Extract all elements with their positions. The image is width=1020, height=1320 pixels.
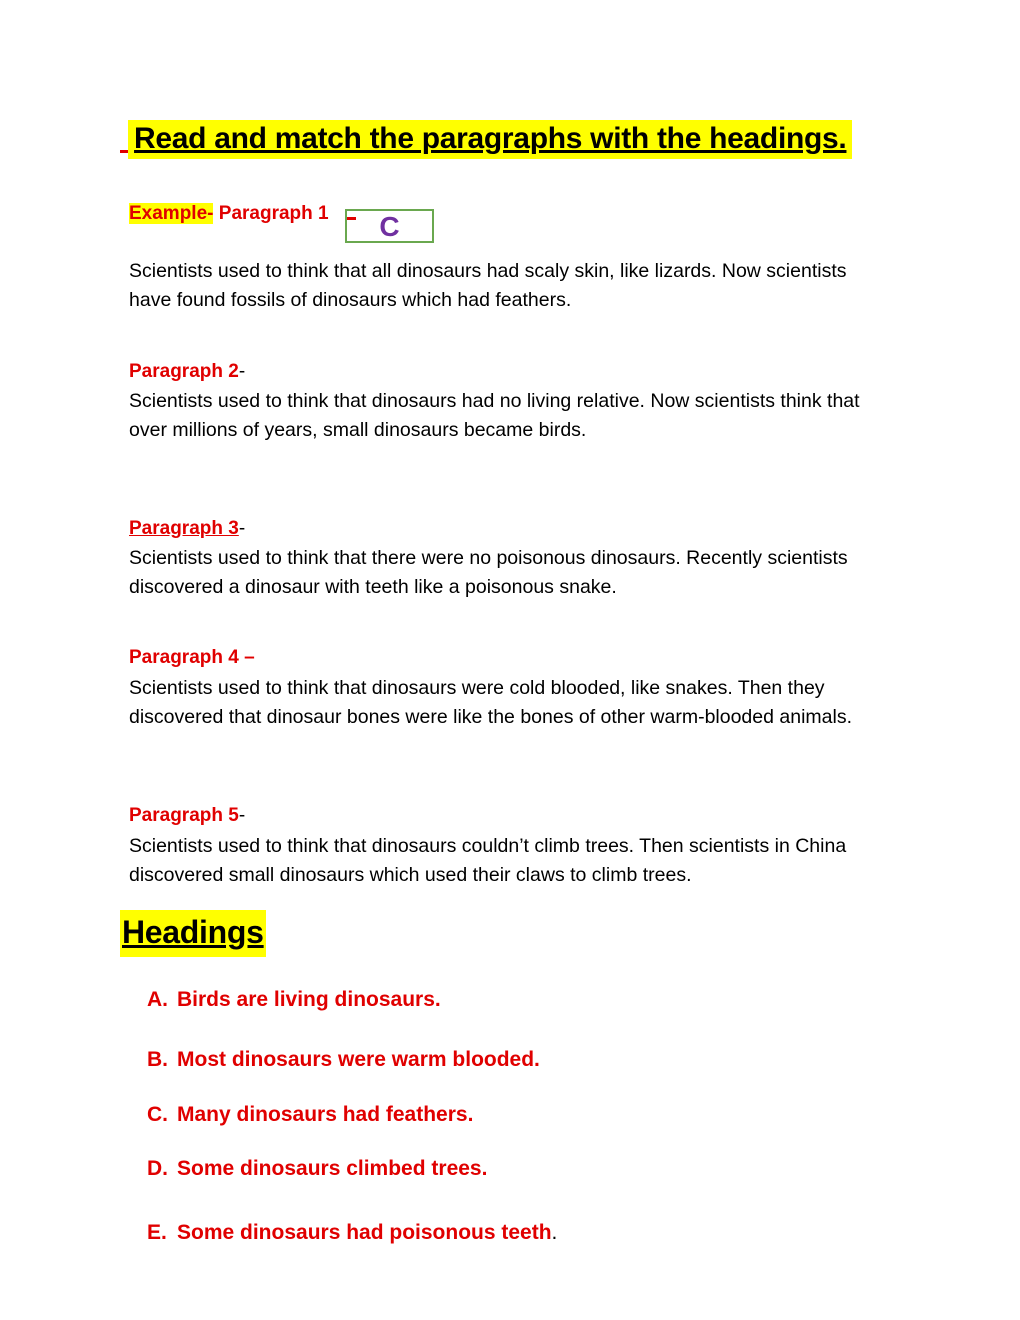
headings-title: Headings <box>120 910 266 957</box>
heading-item-c: C. Many dinosaurs had feathers. <box>147 1103 474 1126</box>
paragraph-3-text: Scientists used to think that there were no poisonous dinosaurs. Recently scientists discovered a dinosaur with teeth like a poisonous snake. <box>129 547 848 598</box>
paragraph-4-label: Paragraph 4 – <box>129 647 255 668</box>
paragraph-4-text: Scientists used to think that dinosaurs were cold blooded, like snakes. Then they discovered that dinosaur bones were like the bones of other warm-blooded animals. <box>129 677 852 728</box>
example-answer: C <box>379 211 400 242</box>
example-answer-box[interactable] <box>345 209 434 243</box>
paragraph-2-text: Scientists used to think that dinosaurs had no living relative. Now scientists think that over millions of years, small dinosaurs became birds. <box>129 390 860 441</box>
paragraph-5-label: Paragraph 5- <box>129 805 246 826</box>
example-label-row <box>129 203 329 225</box>
heading-item-d: D. Some dinosaurs climbed trees. <box>147 1157 488 1180</box>
title-text: Read and match the paragraphs with the headings. <box>128 120 852 159</box>
example-paragraph-text: Scientists used to think that all dinosaurs had scaly skin, like lizards. Now scientists have found fossils of dinosaurs which had feathers. <box>129 260 847 311</box>
example-paragraph-label: Paragraph 1 <box>218 203 329 224</box>
page-title <box>120 122 852 156</box>
heading-item-a: A. Birds are living dinosaurs. <box>147 988 441 1011</box>
paragraph-5-text: Scientists used to think that dinosaurs couldn’t climb trees. Then scientists in China discovered small dinosaurs which used their claws to climb trees. <box>129 835 847 886</box>
paragraph-3-label: Paragraph 3- <box>129 518 246 539</box>
example-label: Example- <box>129 203 214 224</box>
heading-item-b: B. Most dinosaurs were warm blooded. <box>147 1048 540 1071</box>
paragraph-2-label: Paragraph 2- <box>129 361 246 382</box>
heading-item-e: E. Some dinosaurs had poisonous teeth. <box>147 1221 558 1244</box>
